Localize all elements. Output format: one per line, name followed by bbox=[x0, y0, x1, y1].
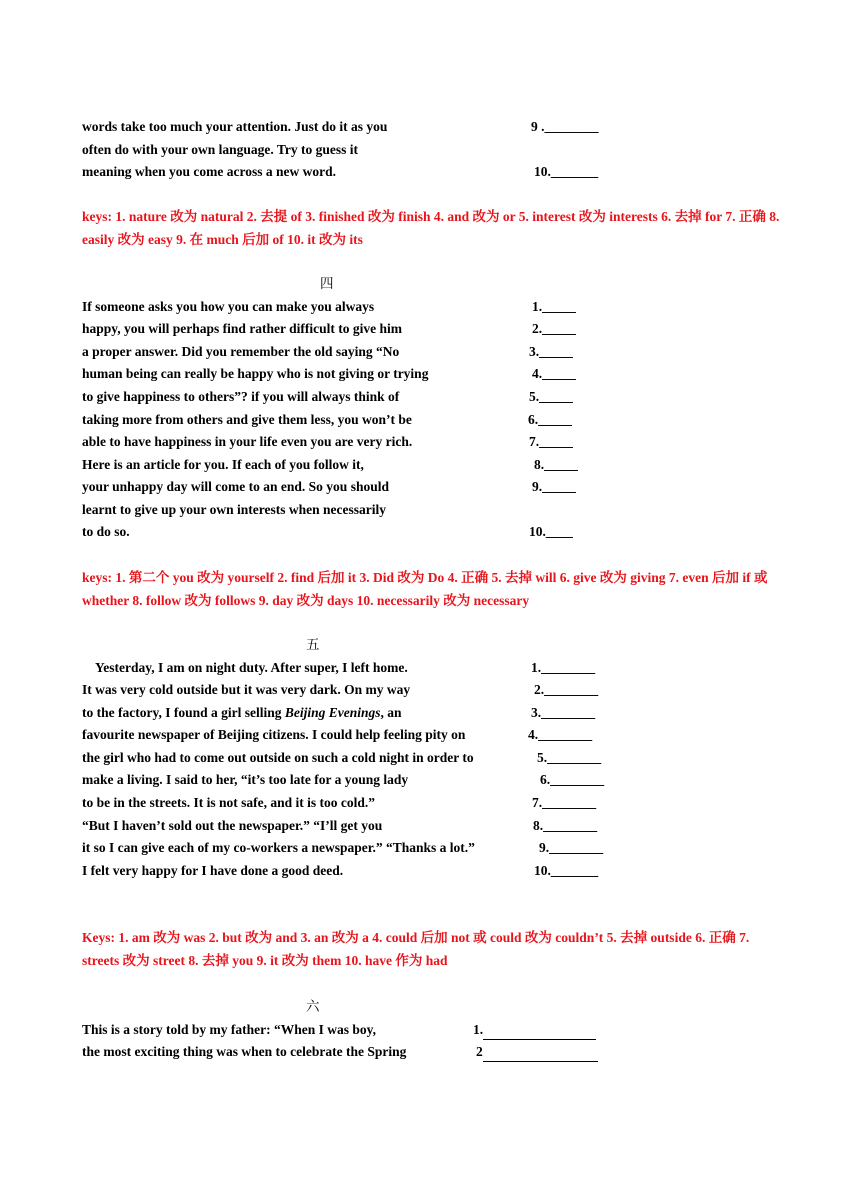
answer-blank: 10.____ bbox=[529, 524, 573, 539]
answer-blank: 4.________ bbox=[528, 727, 593, 742]
text-line bbox=[82, 705, 402, 721]
answer-keys: Keys: 1. am 改为 was 2. but 改为 and 3. an 改为 a 4. could 后加 not 或 could 改为 couldn’t 5. 去掉 outside 6. 正确 7. streets 改为 street 8. 去掉 you 9. it 改为 them 10. have 作为 had bbox=[82, 930, 750, 968]
answer-blank: 9 .________ bbox=[531, 119, 599, 134]
text-line: favourite newspaper of Beijing citizens. I could help feeling pity on bbox=[82, 727, 466, 742]
answer-blank: 5._____ bbox=[529, 389, 573, 404]
text-line: taking more from others and give them less, you won’t be bbox=[82, 412, 412, 427]
text-line: it so I can give each of my co-workers a newspaper.” “Thanks a lot.” bbox=[82, 840, 475, 855]
answer-blank-line bbox=[473, 1022, 596, 1040]
answer-blank: 3.________ bbox=[531, 705, 596, 720]
text-line: “But I haven’t sold out the newspaper.” “I’ll get you bbox=[82, 818, 383, 833]
blank-underline bbox=[483, 1045, 598, 1062]
answer-blank: 2.________ bbox=[534, 682, 599, 697]
section-heading: 五 bbox=[306, 637, 320, 652]
text-line: human being can really be happy who is not giving or trying bbox=[82, 366, 429, 381]
text-fragment: , an bbox=[380, 705, 402, 720]
text-line: I felt very happy for I have done a good deed. bbox=[82, 863, 344, 878]
text-line: It was very cold outside but it was very dark. On my way bbox=[82, 682, 411, 697]
text-line: If someone asks you how you can make you always bbox=[82, 299, 375, 314]
text-line: meaning when you come across a new word. bbox=[82, 164, 336, 179]
blank-underline bbox=[483, 1023, 596, 1040]
text-line: learnt to give up your own interests when necessarily bbox=[82, 502, 386, 517]
answer-blank: 7.________ bbox=[532, 795, 597, 810]
text-line: This is a story told by my father: “When I was boy, bbox=[82, 1022, 377, 1037]
text-line: a proper answer. Did you remember the old saying “No bbox=[82, 344, 400, 359]
text-fragment: to the factory, I found a girl selling bbox=[82, 705, 285, 720]
section-heading: 六 bbox=[306, 999, 320, 1014]
answer-blank: 8._____ bbox=[534, 457, 578, 472]
answer-blank: 2._____ bbox=[532, 321, 576, 336]
blank-number: 1. bbox=[473, 1022, 484, 1037]
answer-blank: 8.________ bbox=[533, 818, 598, 833]
newspaper-title: Beijing Evenings bbox=[284, 705, 381, 720]
answer-blank: 6._____ bbox=[528, 412, 572, 427]
text-line: to be in the streets. It is not safe, and it is too cold.” bbox=[82, 795, 375, 810]
answer-blank: 4._____ bbox=[532, 366, 576, 381]
text-line: to give happiness to others”? if you will always think of bbox=[82, 389, 400, 404]
text-line: to do so. bbox=[82, 524, 130, 539]
text-line: happy, you will perhaps find rather difficult to give him bbox=[82, 321, 403, 336]
answer-blank: 6.________ bbox=[540, 772, 605, 787]
text-line: Here is an article for you. If each of you follow it, bbox=[82, 457, 364, 472]
text-line: the girl who had to come out outside on such a cold night in order to bbox=[82, 750, 474, 765]
text-line: often do with your own language. Try to guess it bbox=[82, 142, 359, 157]
answer-blank-line bbox=[476, 1044, 598, 1062]
section-heading: 四 bbox=[320, 276, 334, 291]
text-line: the most exciting thing was when to celebrate the Spring bbox=[82, 1044, 407, 1059]
answer-blank: 1.________ bbox=[531, 660, 596, 675]
answer-blank: 9._____ bbox=[532, 479, 576, 494]
text-line: words take too much your attention. Just do it as you bbox=[82, 119, 388, 134]
answer-blank: 3._____ bbox=[529, 344, 573, 359]
answer-blank: 5.________ bbox=[537, 750, 602, 765]
answer-blank: 9.________ bbox=[539, 840, 604, 855]
answer-blank: 1._____ bbox=[532, 299, 576, 314]
answer-keys: keys: 1. nature 改为 natural 2. 去提 of 3. finished 改为 finish 4. and 改为 or 5. interest 改为 interests 6. 去掉 for 7. 正确 8. easily 改为 easy 9. 在 much 后加 of 10. it 改为 its bbox=[82, 209, 780, 247]
answer-blank: 10._______ bbox=[534, 164, 599, 179]
answer-keys: keys: 1. 第二个 you 改为 yourself 2. find 后加 it 3. Did 改为 Do 4. 正确 5. 去掉 will 6. give 改为 giving 7. even 后加 if 或 whether 8. follow 改为 follows 9. day 改为 days 10. necessarily 改为 necessary bbox=[82, 570, 768, 608]
text-line: Yesterday, I am on night duty. After super, I left home. bbox=[82, 660, 408, 675]
text-line: make a living. I said to her, “it’s too late for a young lady bbox=[82, 772, 409, 787]
answer-blank: 7._____ bbox=[529, 434, 573, 449]
text-line: your unhappy day will come to an end. So you should bbox=[82, 479, 389, 494]
blank-number: 2 bbox=[476, 1044, 483, 1059]
answer-blank: 10._______ bbox=[534, 863, 599, 878]
text-line: able to have happiness in your life even you are very rich. bbox=[82, 434, 413, 449]
